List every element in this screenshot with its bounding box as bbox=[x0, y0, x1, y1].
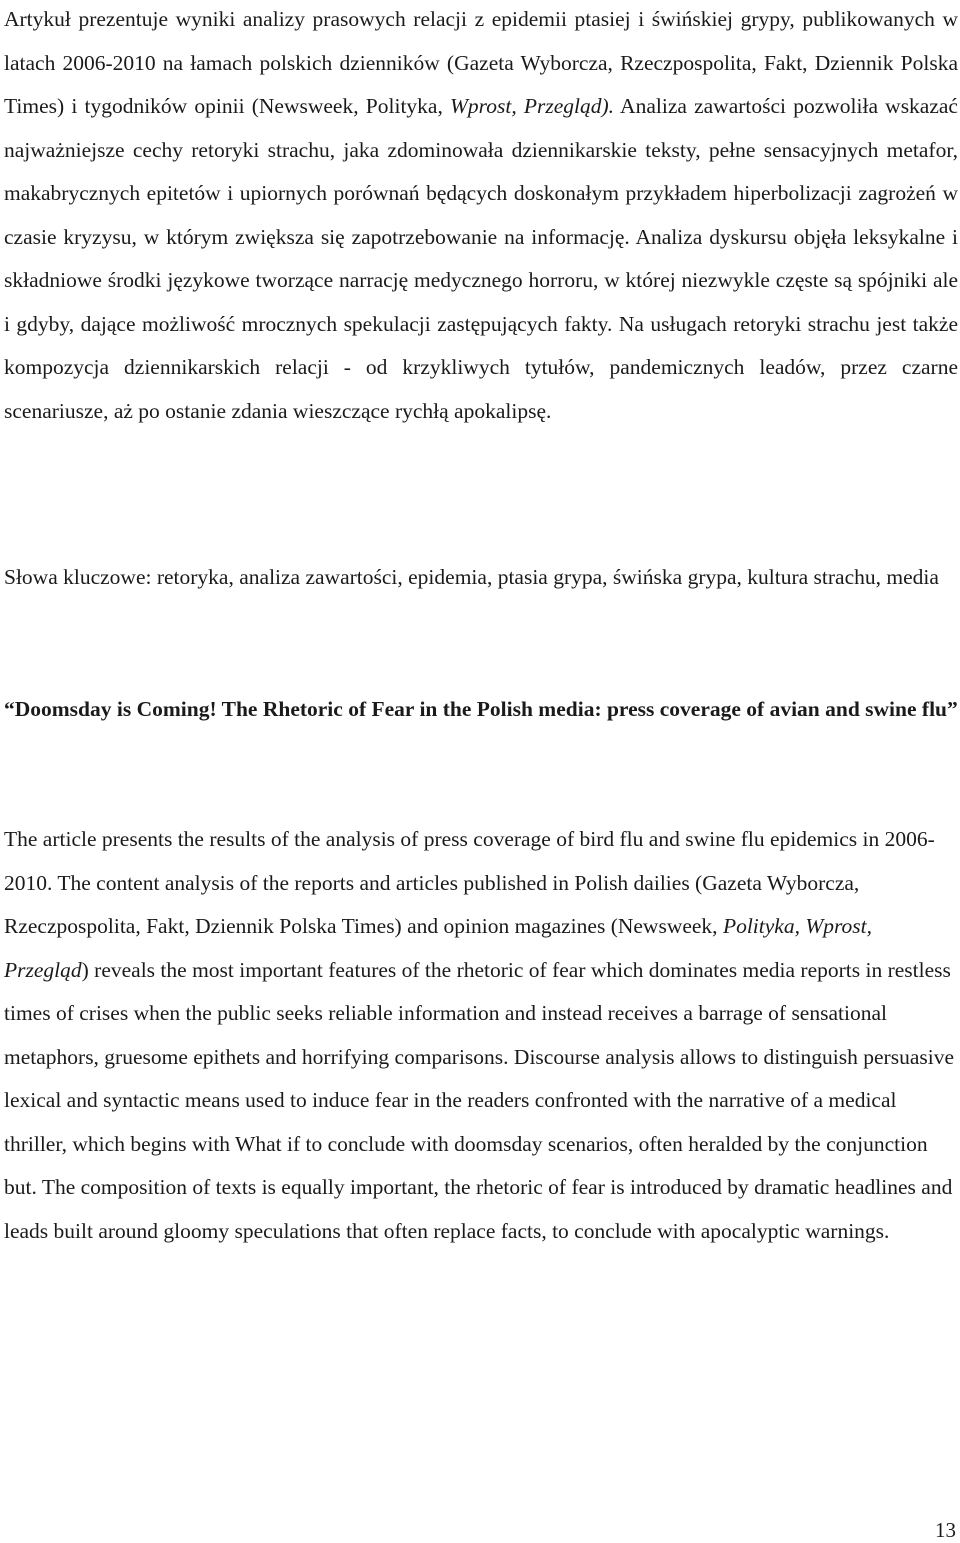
english-abstract bbox=[4, 818, 958, 1253]
english-abstract-text-1: The article presents the results of the analysis of press coverage of bird flu and swine flu epidemics in 2006-2010. The content analysis of the reports and articles published in Polish dailies (Gazeta Wyborcza, Rzeczpospolita, Fakt, Dziennik Polska Times) and opinion magazines (Newsweek, bbox=[4, 827, 935, 938]
english-abstract-text-2: ) reveals the most important features of the rhetoric of fear which dominates media reports in restless times of crises when the public seeks reliable information and instead receives a barrage of sensational metaphors, gruesome epithets and horrifying comparisons. Discourse analysis allows to distinguish persuasive lexical and syntactic means used to induce fear in the readers confronted with the narrative of a medical thriller, which begins with What if to conclude with doomsday scenarios, often heralded by the conjunction but. The composition of texts is equally important, the rhetoric of fear is introduced by dramatic headlines and leads built around gloomy speculations that often replace facts, to conclude with apocalyptic warnings. bbox=[4, 957, 955, 1243]
polish-abstract-text-2: Analiza zawartości pozwoliła wskazać najważniejsze cechy retoryki strachu, jaka zdominowała dziennikarskie teksty, pełne sensacyjnych metafor, makabrycznych epitetów i upiornych porównań będących doskonałym przykładem hiperbolizacji zagrożeń w czasie kryzysu, w którym zwiększa się zapotrzebowanie na informację. Analiza dyskursu objęła leksykalne i składniowe środki językowe tworzące narrację medycznego horroru, w której niezwykle częste są spójniki ale i gdyby, dające możliwość mrocznych spekulacji zastępujących fakty. Na usługach retoryki strachu jest także kompozycja dziennikarskich relacji - od krzykliwych tytułów, pandemicznych leadów, przez czarne scenariusze, aż po ostanie zdania wieszczące rychłą apokalipsę. bbox=[4, 94, 958, 423]
polish-abstract-italic: Wprost, Przegląd). bbox=[450, 94, 615, 118]
polish-abstract bbox=[4, 0, 958, 433]
polish-abstract-text-1: Artykuł prezentuje wyniki analizy prasowych relacji z epidemii ptasiej i świńskiej grypy, publikowanych w latach 2006-2010 na łamach polskich dzienników (Gazeta Wyborcza, Rzeczpospolita, Fakt, Dziennik Polska Times) i tygodników opinii (Newsweek, Polityka, bbox=[4, 7, 958, 118]
english-abstract-italic: Polityka, Wprost, Przegląd bbox=[4, 914, 873, 982]
page-number: 13 bbox=[935, 1518, 956, 1542]
keywords: Słowa kluczowe: retoryka, analiza zawartości, epidemia, ptasia grypa, świńska grypa, kultura strachu, media bbox=[4, 565, 939, 589]
english-title: “Doomsday is Coming! The Rhetoric of Fear in the Polish media: press coverage of avian and swine flu” bbox=[4, 697, 958, 721]
